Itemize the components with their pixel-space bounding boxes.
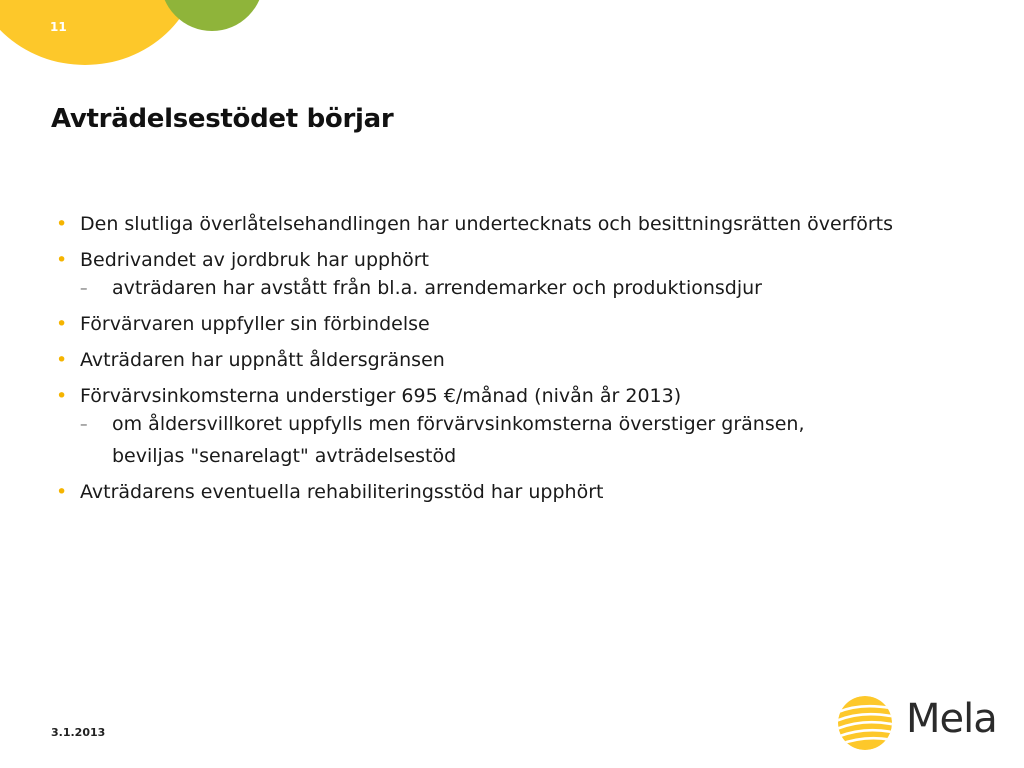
bullet-list — [56, 208, 986, 512]
dash-icon: – — [80, 279, 88, 297]
slide-title: Avträdelsestödet börjar — [51, 104, 394, 134]
bullet-text: Förvärvsinkomsterna understiger 695 €/månad (nivån år 2013) — [80, 385, 682, 407]
bullet-dot-icon: • — [56, 385, 68, 407]
slide-number: 11 — [50, 20, 67, 34]
bullet-dot-icon: • — [56, 249, 68, 271]
mela-logo — [836, 694, 997, 752]
sub-bullet-text: om åldersvillkoret uppfylls men förvärvsinkomsterna överstiger gränsen, beviljas "senarelagt" avträdelsestöd — [112, 413, 805, 467]
bullet-text: Förvärvaren uppfyller sin förbindelse — [80, 313, 430, 335]
bullet-item — [56, 380, 986, 472]
sub-bullet-text: avträdaren har avstått från bl.a. arrendemarker och produktionsdjur — [112, 277, 762, 299]
sun-rays-icon — [836, 694, 894, 752]
logo-text: Mela — [906, 696, 997, 742]
dash-icon: – — [80, 415, 88, 433]
sub-bullet-item — [56, 408, 872, 472]
bullet-item — [56, 244, 986, 304]
bullet-item — [56, 476, 986, 508]
bullet-text: Avträdaren har uppnått åldersgränsen — [80, 349, 445, 371]
bullet-text: Bedrivandet av jordbruk har upphört — [80, 249, 429, 271]
bullet-dot-icon: • — [56, 349, 68, 371]
bullet-item — [56, 344, 986, 376]
bullet-text: Den slutliga överlåtelsehandlingen har undertecknats och besittningsrätten överförts — [80, 213, 894, 235]
bullet-item — [56, 208, 986, 240]
bullet-text: Avträdarens eventuella rehabiliteringsstöd har upphört — [80, 481, 604, 503]
decorative-green-circle — [160, 0, 264, 31]
bullet-dot-icon: • — [56, 481, 68, 503]
bullet-item — [56, 308, 986, 340]
bullet-dot-icon: • — [56, 313, 68, 335]
bullet-dot-icon: • — [56, 213, 68, 235]
footer-date: 3.1.2013 — [51, 726, 106, 739]
sub-bullet-item — [56, 272, 986, 304]
